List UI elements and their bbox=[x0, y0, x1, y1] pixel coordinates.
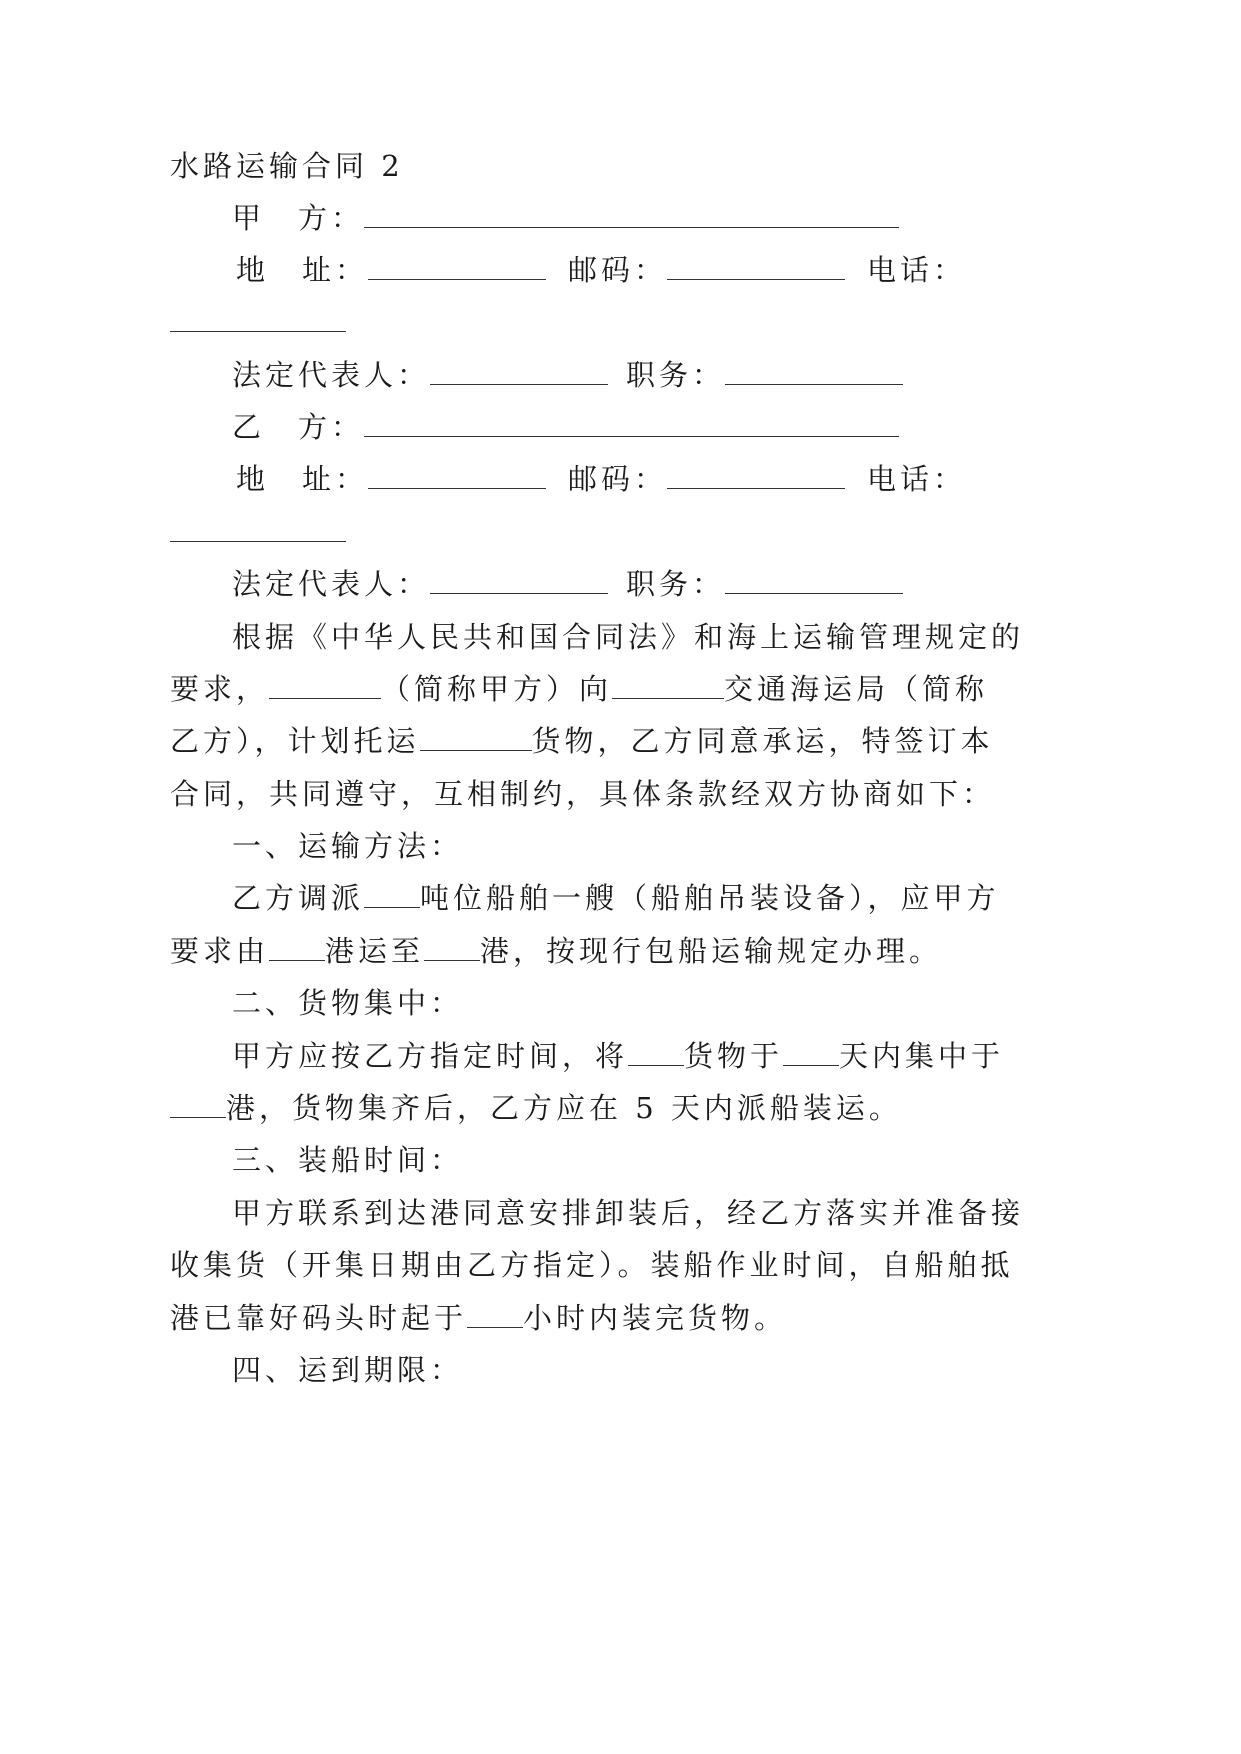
intro-line-4: 合同，共同遵守，互相制约，具体条款经双方协商如下： bbox=[170, 777, 996, 811]
address-blank[interactable] bbox=[368, 462, 546, 489]
party-a-blank[interactable] bbox=[364, 201, 899, 228]
party-a-rep-line bbox=[232, 357, 903, 393]
party-b-rep-line bbox=[232, 566, 903, 602]
intro-line-2: 要求， （简称甲方）向 交通海运局（简称 bbox=[170, 672, 989, 706]
cargo-blank[interactable] bbox=[420, 724, 532, 751]
section-3-line-3: 港已靠好码头时起于 小时内装完货物。 bbox=[170, 1301, 788, 1335]
days-blank[interactable] bbox=[783, 1039, 839, 1066]
phone-blank[interactable] bbox=[170, 305, 346, 332]
section-2-heading: 二、货物集中： bbox=[232, 986, 464, 1020]
goods-blank[interactable] bbox=[628, 1039, 684, 1066]
party-a-line bbox=[232, 200, 899, 236]
section-3-heading: 三、装船时间： bbox=[232, 1143, 464, 1177]
legal-rep-label: 法定代表人： bbox=[232, 358, 431, 392]
party-b-address-line bbox=[236, 461, 966, 497]
intro-line-1: 根据《中华人民共和国合同法》和海上运输管理规定的 bbox=[232, 620, 1025, 654]
tonnage-blank[interactable] bbox=[364, 881, 420, 908]
document-title: 水路运输合同 2 bbox=[170, 149, 404, 183]
destination-port-blank[interactable] bbox=[424, 934, 480, 961]
shipper-blank[interactable] bbox=[269, 672, 381, 699]
party-a-phone-continuation bbox=[170, 304, 346, 340]
section-1-line-1: 乙方调派 吨位船舶一艘（船舶吊装设备），应甲方 bbox=[232, 881, 1000, 915]
position-label: 职务： bbox=[626, 358, 726, 392]
position-blank[interactable] bbox=[725, 358, 903, 385]
postcode-label: 邮码： bbox=[568, 253, 668, 287]
address-label: 地 址： bbox=[236, 462, 369, 496]
origin-port-blank[interactable] bbox=[269, 934, 325, 961]
legal-rep-blank[interactable] bbox=[430, 358, 608, 385]
carrier-blank[interactable] bbox=[612, 672, 724, 699]
phone-blank[interactable] bbox=[170, 515, 346, 542]
party-b-phone-continuation bbox=[170, 514, 346, 550]
intro-line-3: 乙方），计划托运 货物，乙方同意承运，特签订本 bbox=[170, 724, 994, 758]
section-4-heading: 四、运到期限： bbox=[232, 1353, 464, 1387]
postcode-blank[interactable] bbox=[667, 462, 845, 489]
postcode-label: 邮码： bbox=[568, 462, 668, 496]
position-label: 职务： bbox=[626, 567, 726, 601]
hours-blank[interactable] bbox=[467, 1301, 523, 1328]
collection-port-blank[interactable] bbox=[170, 1091, 226, 1118]
section-1-line-2: 要求由 港运至 港，按现行包船运输规定办理。 bbox=[170, 934, 943, 968]
address-blank[interactable] bbox=[368, 253, 546, 280]
section-2-line-2: 港，货物集齐后，乙方应在 5 天内派船装运。 bbox=[170, 1090, 902, 1126]
section-2-line-1: 甲方应按乙方指定时间，将 货物于 天内集中于 bbox=[232, 1039, 1005, 1073]
party-a-label: 甲 方： bbox=[232, 201, 365, 235]
phone-label: 电话： bbox=[867, 462, 967, 496]
party-b-blank[interactable] bbox=[364, 410, 899, 437]
party-b-line bbox=[232, 409, 899, 445]
address-label: 地 址： bbox=[236, 253, 369, 287]
position-blank[interactable] bbox=[725, 567, 903, 594]
party-a-address-line bbox=[236, 252, 966, 288]
section-3-line-1: 甲方联系到达港同意安排卸装后，经乙方落实并准备接 bbox=[232, 1196, 1025, 1230]
legal-rep-blank[interactable] bbox=[430, 567, 608, 594]
section-3-line-2: 收集货（开集日期由乙方指定）。装船作业时间，自船舶抵 bbox=[170, 1248, 1014, 1282]
postcode-blank[interactable] bbox=[667, 253, 845, 280]
legal-rep-label: 法定代表人： bbox=[232, 567, 431, 601]
phone-label: 电话： bbox=[867, 253, 967, 287]
party-b-label: 乙 方： bbox=[232, 410, 365, 444]
section-1-heading: 一、运输方法： bbox=[232, 829, 464, 863]
